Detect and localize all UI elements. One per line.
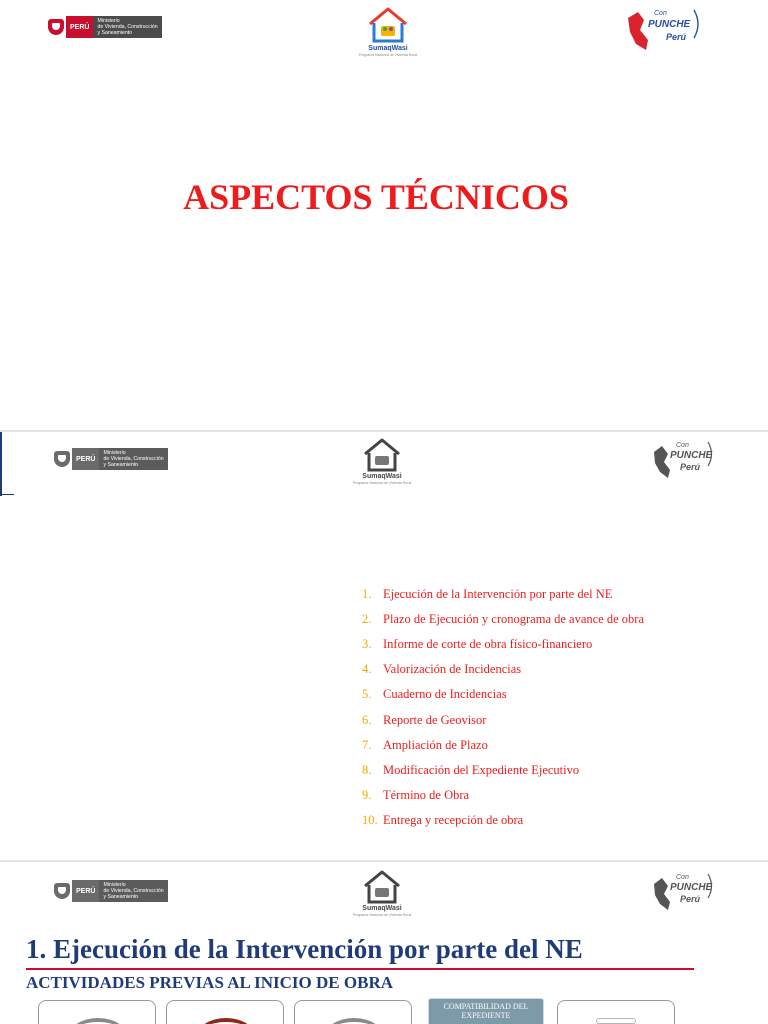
agenda-item: 2. Plazo de Ejecución y cronograma de avance de obra <box>362 612 644 627</box>
ministry-logo <box>48 16 162 38</box>
punche-con: Con <box>676 874 689 881</box>
sumaq-wasi-name: SumaqWasi <box>362 473 402 480</box>
left-accent-rule <box>0 432 2 496</box>
con-punche-peru-logo <box>650 868 730 920</box>
card-image <box>324 1018 384 1024</box>
ministry-logo <box>54 448 168 470</box>
sumaq-wasi-logo <box>350 870 414 917</box>
punche-con: Con <box>654 10 667 17</box>
sumaq-wasi-logo <box>356 6 420 57</box>
ministry-country: PERÚ <box>66 16 93 38</box>
coat-of-arms-icon <box>54 883 70 899</box>
sumaq-wasi-subtitle: Programa Nacional de Vivienda Rural <box>352 913 412 917</box>
section-subheading: ACTIVIDADES PREVIAS AL INICIO DE OBRA <box>26 973 393 992</box>
card-image <box>596 1018 636 1024</box>
punche-country: Perú <box>680 894 701 904</box>
agenda-item: 8. Modificación del Expediente Ejecutivo <box>362 762 580 777</box>
ministry-name: Ministerio de Vivienda, Construcción y Saneamiento <box>99 880 167 902</box>
punche-country: Perú <box>680 462 701 472</box>
sumaq-wasi-name: SumaqWasi <box>362 905 402 912</box>
ministry-logo <box>54 880 168 902</box>
house-icon <box>366 6 410 44</box>
card-image <box>68 1018 128 1024</box>
agenda-item: 9. Término de Obra <box>362 787 470 802</box>
slide-title <box>0 0 768 430</box>
sumaq-wasi-subtitle: Programa Nacional de Vivienda Rural <box>358 53 418 57</box>
agenda-item: 1. Ejecución de la Intervención por parte del NE <box>362 587 613 602</box>
agenda-item: 3. Informe de corte de obra físico-financiero <box>362 637 593 652</box>
con-punche-peru-logo <box>624 4 704 56</box>
agenda-item: 10. Entrega y recepción de obra <box>362 812 524 827</box>
activity-card <box>38 1000 156 1024</box>
compatibility-label: COMPATIBILIDAD DEL EXPEDIENTE <box>428 998 544 1024</box>
slide-agenda <box>0 432 768 860</box>
coat-of-arms-icon <box>48 19 64 35</box>
ministry-name: Ministerio de Vivienda, Construcción y Saneamiento <box>93 16 161 38</box>
agenda-item: 7. Ampliación de Plazo <box>362 737 488 752</box>
con-punche-peru-logo <box>650 436 730 488</box>
punche-word: PUNCHE <box>670 450 713 461</box>
page-title: ASPECTOS TÉCNICOS <box>183 177 569 217</box>
activity-card <box>166 1000 284 1024</box>
ministry-name: Ministerio de Vivienda, Construcción y Saneamiento <box>99 448 167 470</box>
ministry-country: PERÚ <box>72 880 99 902</box>
agenda-item: 6. Reporte de Geovisor <box>362 712 487 727</box>
punche-word: PUNCHE <box>648 19 691 30</box>
punche-con: Con <box>676 442 689 449</box>
punche-country: Perú <box>666 32 687 42</box>
agenda-item: 5. Cuaderno de Incidencias <box>362 687 507 702</box>
agenda-list <box>362 582 644 833</box>
sumaq-wasi-subtitle: Programa Nacional de Vivienda Rural <box>352 481 412 485</box>
house-icon <box>362 438 402 472</box>
house-icon <box>362 870 402 904</box>
activity-card <box>557 1000 675 1024</box>
activity-card <box>294 1000 412 1024</box>
ministry-country: PERÚ <box>72 448 99 470</box>
card-image <box>196 1018 256 1024</box>
sumaq-wasi-name: SumaqWasi <box>368 45 408 52</box>
sumaq-wasi-logo <box>350 438 414 485</box>
left-accent-rule-foot <box>0 494 14 495</box>
coat-of-arms-icon <box>54 451 70 467</box>
punche-word: PUNCHE <box>670 882 713 893</box>
heading-rule <box>26 968 694 970</box>
agenda-item: 4. Valorización de Incidencias <box>362 662 522 677</box>
slide-execution <box>0 862 768 1024</box>
section-heading: 1. Ejecución de la Intervención por parte del NE <box>26 934 583 964</box>
